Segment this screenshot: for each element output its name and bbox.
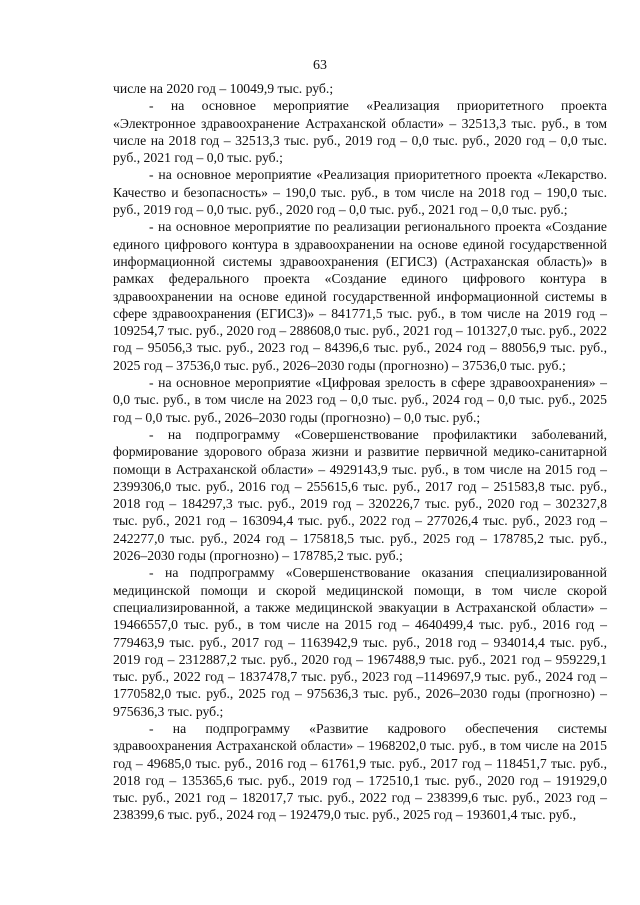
page-number: 63 [313,58,327,73]
paragraph: - на подпрограмму «Совершенствование профилактики заболеваний, формирование здорового образа жизни и развитие первичной медико-санитарной помощи в Астраханской области» – 4929143,9 тыс. руб., в том числе на 2015 год – 2399306,0 тыс. руб., 2016 год – 255615,6 тыс. руб., 2017 год – 251583,8 тыс. руб., 2018 год – 184297,3 тыс. руб., 2019 год – 320226,7 тыс. руб., 2020 год – 302327,8 тыс. руб., 2021 год – 163094,4 тыс. руб., 2022 год – 277026,4 тыс. руб., 2023 год – 242277,0 тыс. руб., 2024 год – 175818,5 тыс. руб., 2025 год – 178785,2 тыс. руб., 2026–2030 годы (прогнозно) – 178785,2 тыс. руб.; [113,426,607,564]
paragraph: - на основное мероприятие «Цифровая зрелость в сфере здравоохранения» – 0,0 тыс. руб., в том числе на 2023 год – 0,0 тыс. руб., 2024 год – 0,0 тыс. руб., 2025 год – 0,0 тыс. руб., 2026–2030 годы (прогнозно) – 0,0 тыс. руб.; [113,375,607,425]
paragraph: - на подпрограмму «Развитие кадрового обеспечения системы здравоохранения Астраханской области» – 1968202,0 тыс. руб., в том числе на 2015 год – 49685,0 тыс. руб., 2016 год – 61761,9 тыс. руб., 2017 год – 118451,7 тыс. руб., 2018 год – 135365,6 тыс. руб., 2019 год – 172510,1 тыс. руб., 2020 год – 191929,0 тыс. руб., 2021 год – 182017,7 тыс. руб., 2022 год – 238399,6 тыс. руб., 2023 год – 238399,6 тыс. руб., 2024 год – 192479,0 тыс. руб., 2025 год – 193601,4 тыс. руб., [113,720,607,823]
paragraph: - на подпрограмму «Совершенствование оказания специализированной медицинской помощи и скорой медицинской помощи, в том числе скорой специализированной, а также медицинской эвакуации в Астраханской области» – 19466557,0 тыс. руб., в том числе на 2015 год – 4640499,4 тыс. руб., 2016 год – 779463,9 тыс. руб., 2017 год – 1163942,9 тыс. руб., 2018 год – 934014,4 тыс. руб., 2019 год – 2312887,2 тыс. руб., 2020 год – 1967488,9 тыс. руб., 2021 год – 959229,1 тыс. руб., 2022 год – 1837478,7 тыс. руб., 2023 год –1149697,9 тыс. руб., 2024 год – 1770582,0 тыс. руб., 2025 год – 975636,3 тыс. руб., 2026–2030 годы (прогнозно) – 975636,3 тыс. руб.; [113,565,607,719]
document-body [113,80,607,824]
paragraph: - на основное мероприятие «Реализация приоритетного проекта «Лекарство. Качество и безопасность» – 190,0 тыс. руб., в том числе на 2018 год – 190,0 тыс. руб., 2019 год – 0,0 тыс. руб., 2020 год – 0,0 тыс. руб., 2021 год – 0,0 тыс. руб.; [113,167,607,218]
paragraph: - на основное мероприятие «Реализация приоритетного проекта «Электронное здравоохранение Астраханской области» – 32513,3 тыс. руб., в том числе на 2018 год – 32513,3 тыс. руб., 2019 год – 0,0 тыс. руб., 2020 год – 0,0 тыс. руб., 2021 год – 0,0 тыс. руб.; [113,98,607,166]
paragraph: - на основное мероприятие по реализации регионального проекта «Создание единого цифрового контура в здравоохранении на основе единой государственной информационной системы здравоохранения (ЕГИСЗ) (Астраханская область)» в рамках федерального проекта «Создание единого цифрового контура в здравоохранении на основе единой государственной информационной системы в сфере здравоохранения (ЕГИСЗ)» – 841771,5 тыс. руб., в том числе на 2019 год – 109254,7 тыс. руб., 2020 год – 288608,0 тыс. руб., 2021 год – 101327,0 тыс. руб., 2022 год – 95056,3 тыс. руб., 2023 год – 84396,6 тыс. руб., 2024 год – 88056,9 тыс. руб., 2025 год – 37536,0 тыс. руб., 2026–2030 годы (прогнозно) – 37536,0 тыс. руб.; [113,219,607,373]
paragraph: числе на 2020 год – 10049,9 тыс. руб.; [113,81,334,96]
